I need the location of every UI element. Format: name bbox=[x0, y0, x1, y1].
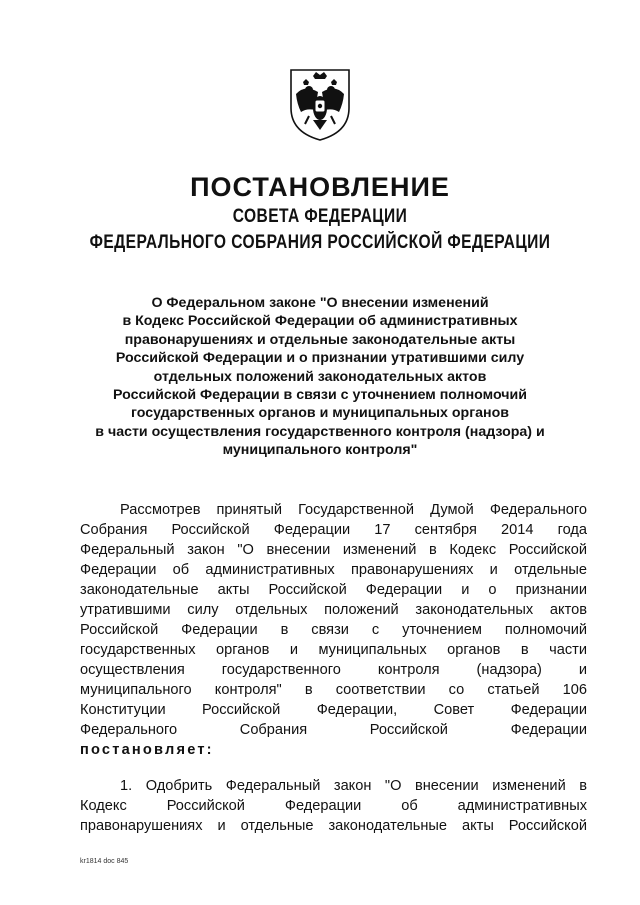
decision-word-text: постановляет: bbox=[80, 742, 214, 758]
issuer-line-1: СОВЕТА ФЕДЕРАЦИИ bbox=[232, 206, 408, 227]
paragraph-line: законодательные акты Российской Федерации и о признании bbox=[80, 582, 587, 598]
paragraph-line: утратившими силу отдельных положений законодательных актов bbox=[80, 602, 587, 618]
subject-line: Российской Федерации и о признании утратившими силу bbox=[115, 350, 525, 367]
decision-word bbox=[80, 741, 587, 759]
paragraph-line: Российской Федерации в связи с уточнением полномочий bbox=[80, 622, 587, 638]
paragraph-line: государственных органов и муниципальных органов в части bbox=[80, 642, 587, 658]
subject-line: муниципального контроля" bbox=[222, 442, 418, 459]
subject-line: О Федеральном законе "О внесении изменений bbox=[151, 295, 489, 311]
paragraph-line: Конституции Российской Федерации, Совет Федерации bbox=[80, 702, 587, 718]
subject-line: Российской Федерации в связи с уточнением полномочий bbox=[113, 387, 527, 404]
paragraph-line: осуществления государственного контроля (надзора) и bbox=[80, 662, 587, 678]
paragraph-line: муниципального контроля" в соответствии со статьей 106 bbox=[80, 682, 587, 698]
subject-line: в части осуществления государственного контроля (надзора) и bbox=[95, 423, 545, 440]
issuer-line-2: ФЕДЕРАЛЬНОГО СОБРАНИЯ РОССИЙСКОЙ ФЕДЕРАЦИИ bbox=[89, 232, 551, 253]
paragraph-line: Федерального Собрания Российской Федерации bbox=[80, 722, 587, 738]
footer-doc-code: kr1814 doc 845 bbox=[80, 858, 129, 865]
paragraph-line: Федеральный закон "О внесении изменений в Кодекс Российской bbox=[80, 542, 587, 558]
coat-of-arms-icon bbox=[285, 62, 355, 142]
subject-line: отдельных положений законодательных актов bbox=[153, 368, 487, 385]
subject-line: правонарушениях и отдельные законодательные акты bbox=[124, 331, 516, 348]
paragraph-line: Федерации об административных правонарушениях и отдельные bbox=[80, 562, 587, 578]
resolution-subject bbox=[60, 294, 580, 460]
paragraph-line: правонарушениях и отдельные законодательные акты Российской bbox=[80, 818, 587, 834]
document-title: ПОСТАНОВЛЕНИЕ bbox=[190, 172, 450, 202]
paragraph-line: 1. Одобрить Федеральный закон "О внесении изменений в bbox=[120, 778, 587, 794]
subject-line: в Кодекс Российской Федерации об административных bbox=[122, 313, 518, 330]
subject-line: государственных органов и муниципальных органов bbox=[131, 405, 509, 422]
paragraph-line: Собрания Российской Федерации 17 сентября 2014 года bbox=[80, 522, 587, 538]
paragraph-line: Рассмотрев принятый Государственной Думой Федерального bbox=[120, 502, 587, 518]
paragraph-line: Кодекс Российской Федерации об административных bbox=[80, 798, 587, 814]
